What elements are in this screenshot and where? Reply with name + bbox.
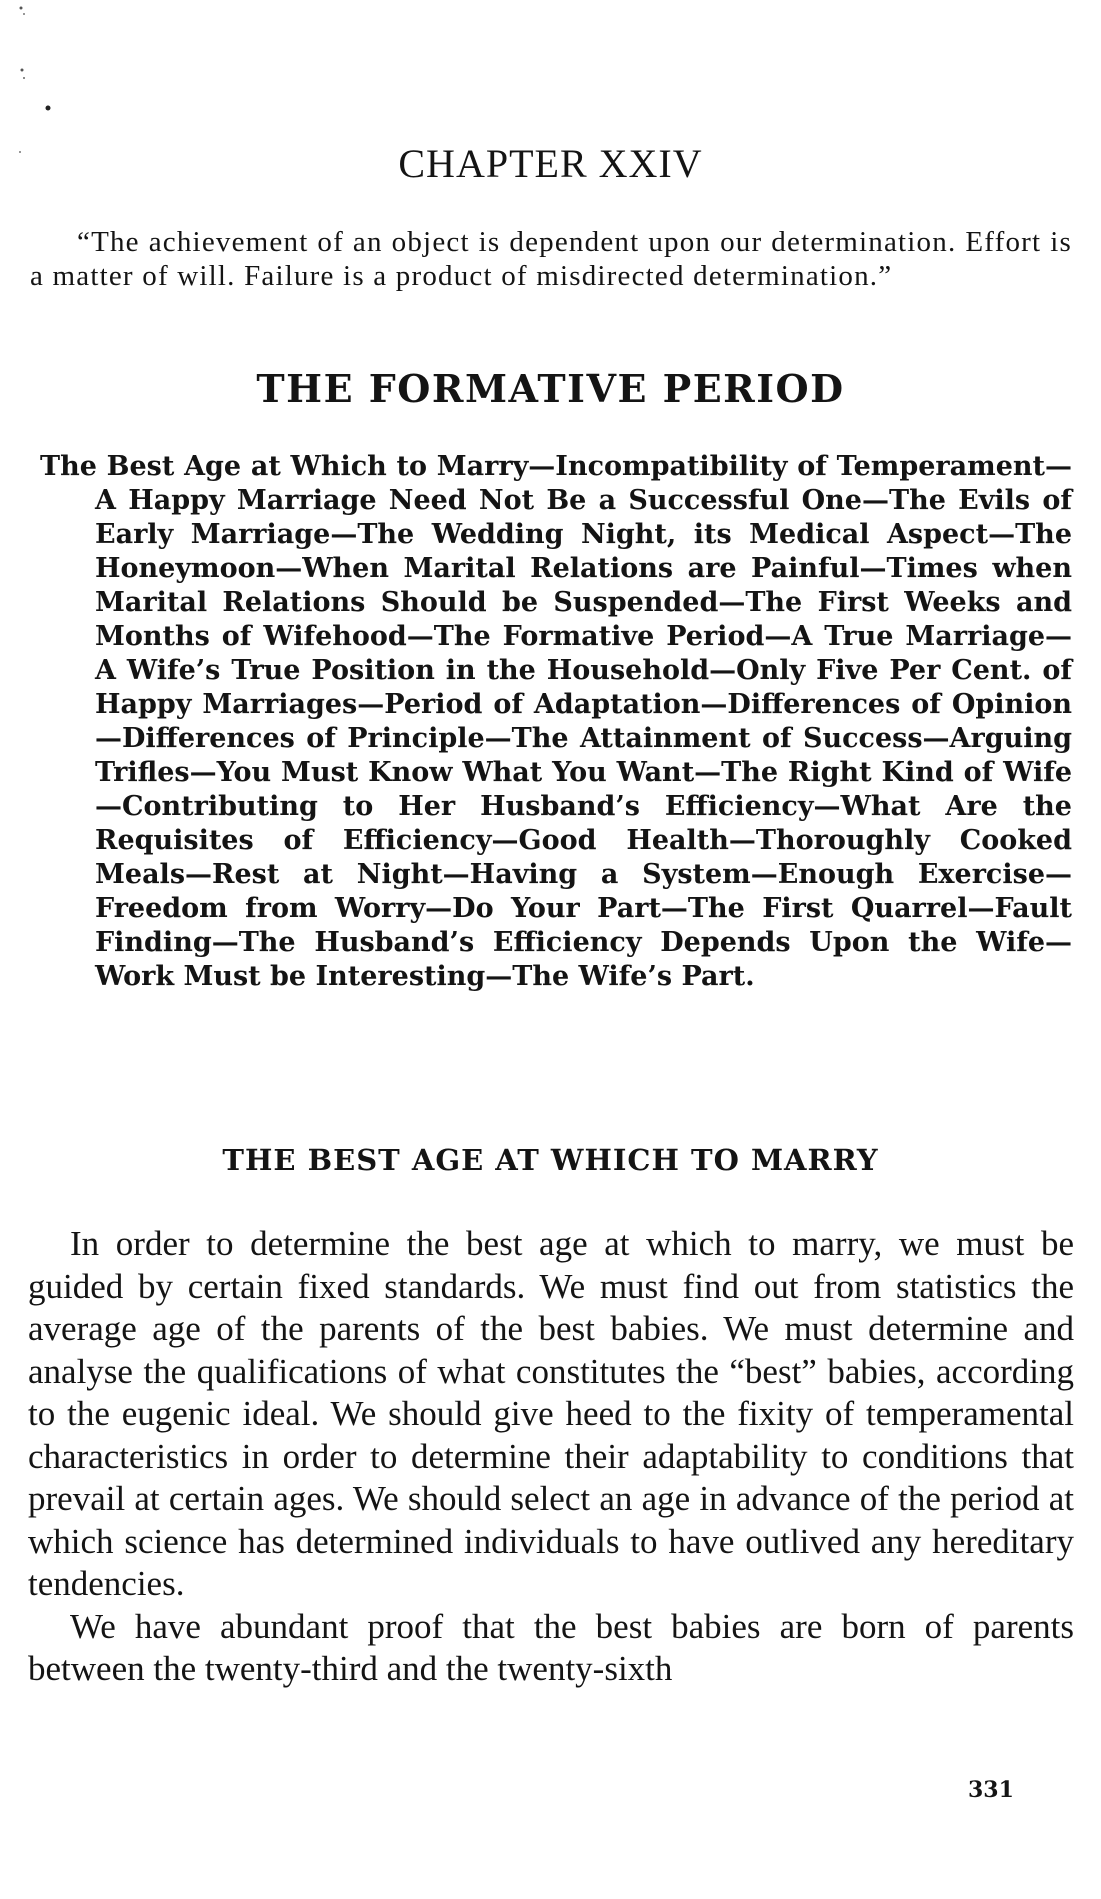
- page-number: 331: [968, 1777, 1014, 1803]
- epigraph-quote: “The achievement of an object is dependent upon our determination. Effort is a matter of will. Failure is a product of misdirected determination.”: [30, 226, 1072, 292]
- body-paragraph: In order to determine the best age at which to marry, we must be guided by certain fixed standards. We must find out from statistics the average age of the parents of the best babies. We must determine and analyse the qualifications of what constitutes the “best” babies, according to the eugenic ideal. We should give heed to the fixity of temperamental characteristics in order to determine their adaptability to conditions that prevail at certain ages. We should select an age in advance of the period at which science has determined individuals to have outlived any hereditary tendencies.: [28, 1224, 1074, 1603]
- section-title: THE FORMATIVE PERIOD: [256, 366, 845, 411]
- chapter-heading: CHAPTER XXIV: [398, 141, 703, 186]
- subsection-title: THE BEST AGE AT WHICH TO MARRY: [222, 1143, 879, 1177]
- body-paragraph: We have abundant proof that the best babies are born of parents between the twenty-third and the twenty-sixth: [28, 1606, 1074, 1688]
- chapter-synopsis: The Best Age at Which to Marry—Incompatibility of Temperament—A Happy Marriage Need Not Be a Successful One—The Evils of Early Marriage—The Wedding Night, its Medical Aspect—The Honeymoon—When Marital Relations are Painful—Times when Marital Relations Should be Suspended—The First Weeks and Months of Wifehood—The Formative Period—A True Marriage—A Wife’s True Position in the Household—Only Five Per Cent. of Happy Marriages—Period of Adaptation—Differences of Opinion—Differences of Principle—The Attainment of Success—Arguing Trifles—You Must Know What You Want—The Right Kind of Wife—Contributing to Her Husband’s Efficiency—What Are the Requisites of Efficiency—Good Health—Thoroughly Cooked Meals—Rest at Night—Having a System—Enough Exercise—Freedom from Worry—Do Your Part—The First Quarrel—Fault Finding—The Husband’s Efficiency Depends Upon the Wife—Work Must be Interesting—The Wife’s Part.: [40, 451, 1072, 992]
- body-text: [28, 1223, 1074, 1691]
